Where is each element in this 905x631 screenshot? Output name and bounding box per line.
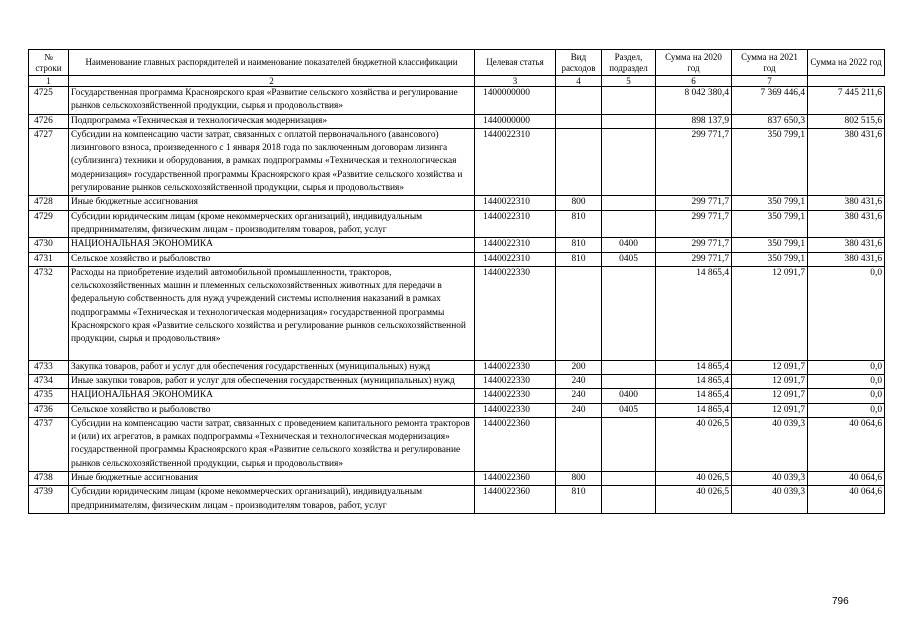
row-number: 4731 xyxy=(29,252,69,266)
row-sum-2022: 0,0 xyxy=(808,374,885,388)
row-number: 4732 xyxy=(29,266,69,360)
row-expense-type: 200 xyxy=(556,360,602,374)
row-name: Субсидии юридическим лицам (кроме некоммерческих организаций), индивидуальным предпринимателям, физическим лицам - производителям товаров, работ, услуг xyxy=(69,210,475,238)
row-sum-2021: 350 799,1 xyxy=(732,128,808,195)
header-code: Целевая статья xyxy=(475,50,556,76)
row-expense-type xyxy=(556,417,602,471)
table-body xyxy=(29,87,885,514)
row-sum-2022: 380 431,6 xyxy=(808,196,885,210)
row-target-code: 1440022310 xyxy=(475,238,556,252)
page-number: 796 xyxy=(832,596,849,607)
row-section xyxy=(602,210,656,238)
row-name: Иные закупки товаров, работ и услуг для обеспечения государственных (муниципальных) нужд xyxy=(69,374,475,388)
row-sum-2021: 350 799,1 xyxy=(732,210,808,238)
row-sum-2021: 12 091,7 xyxy=(732,266,808,360)
row-sum-2021: 350 799,1 xyxy=(732,238,808,252)
row-number: 4733 xyxy=(29,360,69,374)
row-expense-type: 810 xyxy=(556,252,602,266)
row-section xyxy=(602,486,656,514)
row-sum-2022: 380 431,6 xyxy=(808,210,885,238)
row-name: Иные бюджетные ассигнования xyxy=(69,472,475,486)
table-row xyxy=(29,210,885,238)
table-row xyxy=(29,128,885,195)
row-number: 4735 xyxy=(29,389,69,403)
row-sum-2021: 350 799,1 xyxy=(732,252,808,266)
row-name: Иные бюджетные ассигнования xyxy=(69,196,475,210)
row-number: 4730 xyxy=(29,238,69,252)
row-expense-type xyxy=(556,87,602,115)
header-razd: Раздел, подраздел xyxy=(602,50,656,76)
header-sum-2021: Сумма на 2021 год xyxy=(732,50,808,76)
row-section xyxy=(602,472,656,486)
row-section: 0405 xyxy=(602,252,656,266)
row-expense-type xyxy=(556,266,602,360)
row-sum-2022: 40 064,6 xyxy=(808,417,885,471)
row-name: НАЦИОНАЛЬНАЯ ЭКОНОМИКА xyxy=(69,238,475,252)
header-sum-2020: Сумма на 2020 год xyxy=(656,50,732,76)
table-row xyxy=(29,486,885,514)
row-sum-2022: 40 064,6 xyxy=(808,472,885,486)
row-target-code: 1440022330 xyxy=(475,389,556,403)
row-expense-type: 240 xyxy=(556,389,602,403)
row-sum-2022: 0,0 xyxy=(808,266,885,360)
header-num: № строки xyxy=(29,50,69,76)
row-name: Закупка товаров, работ и услуг для обеспечения государственных (муниципальных) нужд xyxy=(69,360,475,374)
row-name: Сельское хозяйство и рыболовство xyxy=(69,403,475,417)
table-row xyxy=(29,252,885,266)
row-sum-2022: 0,0 xyxy=(808,403,885,417)
row-sum-2022: 380 431,6 xyxy=(808,238,885,252)
row-sum-2020: 14 865,4 xyxy=(656,360,732,374)
row-name: Расходы на приобретение изделий автомобильной промышленности, тракторов, сельскохозяйственных машин и племенных сельскохозяйственных животных для передачи в федеральную собственность для нужд учреждений системы исполнения наказаний в рамках подпрограммы «Техническая и технологическая модернизация» государственной программы Красноярского края «Развитие сельского хозяйства и регулирование рынков сельскохозяйственной продукции, сырья и продовольствия» xyxy=(69,266,475,360)
row-sum-2021: 837 650,3 xyxy=(732,114,808,128)
table-row xyxy=(29,374,885,388)
row-target-code: 1440022330 xyxy=(475,403,556,417)
row-section xyxy=(602,360,656,374)
table-row xyxy=(29,196,885,210)
row-sum-2020: 40 026,5 xyxy=(656,486,732,514)
colnum: 2 xyxy=(69,76,475,87)
row-sum-2021: 12 091,7 xyxy=(732,403,808,417)
row-target-code: 1440022310 xyxy=(475,252,556,266)
row-sum-2021: 7 369 446,4 xyxy=(732,87,808,115)
table-row xyxy=(29,403,885,417)
table-row xyxy=(29,360,885,374)
colnum: 3 xyxy=(475,76,556,87)
row-section xyxy=(602,266,656,360)
row-number: 4728 xyxy=(29,196,69,210)
row-name: Государственная программа Красноярского края «Развитие сельского хозяйства и регулирование рынков сельскохозяйственной продукции, сырья и продовольствия» xyxy=(69,87,475,115)
colnum: 7 xyxy=(732,76,808,87)
table-row xyxy=(29,266,885,360)
row-section xyxy=(602,374,656,388)
row-number: 4729 xyxy=(29,210,69,238)
row-name: НАЦИОНАЛЬНАЯ ЭКОНОМИКА xyxy=(69,389,475,403)
row-sum-2020: 14 865,4 xyxy=(656,374,732,388)
row-target-code: 1440022310 xyxy=(475,128,556,195)
row-target-code: 1440022360 xyxy=(475,472,556,486)
row-sum-2020: 14 865,4 xyxy=(656,266,732,360)
row-target-code: 1440022330 xyxy=(475,266,556,360)
table-row xyxy=(29,472,885,486)
row-sum-2020: 299 771,7 xyxy=(656,238,732,252)
row-name: Сельское хозяйство и рыболовство xyxy=(69,252,475,266)
row-number: 4738 xyxy=(29,472,69,486)
row-target-code: 1440022310 xyxy=(475,196,556,210)
row-name: Субсидии на компенсацию части затрат, связанных с оплатой первоначального (авансового) лизингового взноса, произведенного с 1 января 2018 года по заключенным договорам лизинга (сублизинга) техники и оборудования, в рамках подпрограммы «Техническая и технологическая модернизация» государственной программы Красноярского края «Развитие сельского хозяйства и регулирование рынков сельскохозяйственной продукции, сырья и продовольствия» xyxy=(69,128,475,195)
row-number: 4739 xyxy=(29,486,69,514)
row-sum-2020: 40 026,5 xyxy=(656,472,732,486)
row-target-code: 1440022330 xyxy=(475,374,556,388)
colnum: 4 xyxy=(556,76,602,87)
row-sum-2021: 12 091,7 xyxy=(732,374,808,388)
row-number: 4726 xyxy=(29,114,69,128)
row-sum-2022: 380 431,6 xyxy=(808,252,885,266)
colnum: 1 xyxy=(29,76,69,87)
table-row xyxy=(29,114,885,128)
row-number: 4736 xyxy=(29,403,69,417)
colnum: 6 xyxy=(656,76,732,87)
row-sum-2021: 40 039,3 xyxy=(732,472,808,486)
row-sum-2020: 14 865,4 xyxy=(656,389,732,403)
row-section xyxy=(602,417,656,471)
row-sum-2022: 7 445 211,6 xyxy=(808,87,885,115)
table-row xyxy=(29,417,885,471)
row-sum-2020: 299 771,7 xyxy=(656,252,732,266)
row-sum-2020: 8 042 380,4 xyxy=(656,87,732,115)
row-section: 0400 xyxy=(602,238,656,252)
row-sum-2021: 40 039,3 xyxy=(732,486,808,514)
row-target-code: 1440000000 xyxy=(475,114,556,128)
row-sum-2020: 299 771,7 xyxy=(656,210,732,238)
row-number: 4737 xyxy=(29,417,69,471)
row-section xyxy=(602,114,656,128)
row-name: Подпрограмма «Техническая и технологическая модернизация» xyxy=(69,114,475,128)
row-target-code: 1440022330 xyxy=(475,360,556,374)
table-row xyxy=(29,389,885,403)
row-expense-type: 810 xyxy=(556,238,602,252)
row-target-code: 1440022310 xyxy=(475,210,556,238)
row-section xyxy=(602,196,656,210)
row-sum-2020: 898 137,9 xyxy=(656,114,732,128)
row-name: Субсидии юридическим лицам (кроме некоммерческих организаций), индивидуальным предпринимателям, физическим лицам - производителям товаров, работ, услуг xyxy=(69,486,475,514)
row-expense-type: 240 xyxy=(556,403,602,417)
table-row xyxy=(29,87,885,115)
budget-table xyxy=(28,49,885,514)
row-section: 0405 xyxy=(602,403,656,417)
row-expense-type: 800 xyxy=(556,196,602,210)
header-name: Наименование главных распорядителей и наименование показателей бюджетной классификации xyxy=(69,50,475,76)
row-sum-2021: 12 091,7 xyxy=(732,389,808,403)
row-section xyxy=(602,87,656,115)
row-sum-2021: 12 091,7 xyxy=(732,360,808,374)
header-sum-2022: Сумма на 2022 год xyxy=(808,50,885,76)
row-expense-type: 240 xyxy=(556,374,602,388)
row-sum-2021: 40 039,3 xyxy=(732,417,808,471)
table-row xyxy=(29,238,885,252)
row-section xyxy=(602,128,656,195)
row-target-code: 1440022360 xyxy=(475,417,556,471)
row-sum-2022: 0,0 xyxy=(808,389,885,403)
row-sum-2022: 802 515,6 xyxy=(808,114,885,128)
row-number: 4727 xyxy=(29,128,69,195)
row-sum-2022: 0,0 xyxy=(808,360,885,374)
column-numbers-row xyxy=(29,76,885,87)
row-sum-2021: 350 799,1 xyxy=(732,196,808,210)
row-sum-2020: 14 865,4 xyxy=(656,403,732,417)
row-target-code: 1440022360 xyxy=(475,486,556,514)
row-target-code: 1400000000 xyxy=(475,87,556,115)
row-sum-2020: 299 771,7 xyxy=(656,128,732,195)
header-vid: Вид расходов xyxy=(556,50,602,76)
row-expense-type: 810 xyxy=(556,486,602,514)
header-row xyxy=(29,50,885,76)
row-number: 4734 xyxy=(29,374,69,388)
row-sum-2022: 380 431,6 xyxy=(808,128,885,195)
row-name: Субсидии на компенсацию части затрат, связанных с проведением капитального ремонта тракторов и (или) их агрегатов, в рамках подпрограммы «Техническая и технологическая модернизация» государственной программы Красноярского края «Развитие сельского хозяйства и регулирование рынков сельскохозяйственной продукции, сырья и продовольствия» xyxy=(69,417,475,471)
row-number: 4725 xyxy=(29,87,69,115)
row-sum-2022: 40 064,6 xyxy=(808,486,885,514)
row-expense-type: 800 xyxy=(556,472,602,486)
row-expense-type xyxy=(556,114,602,128)
colnum: 5 xyxy=(602,76,656,87)
row-expense-type: 810 xyxy=(556,210,602,238)
row-sum-2020: 299 771,7 xyxy=(656,196,732,210)
row-sum-2020: 40 026,5 xyxy=(656,417,732,471)
row-section: 0400 xyxy=(602,389,656,403)
row-expense-type xyxy=(556,128,602,195)
